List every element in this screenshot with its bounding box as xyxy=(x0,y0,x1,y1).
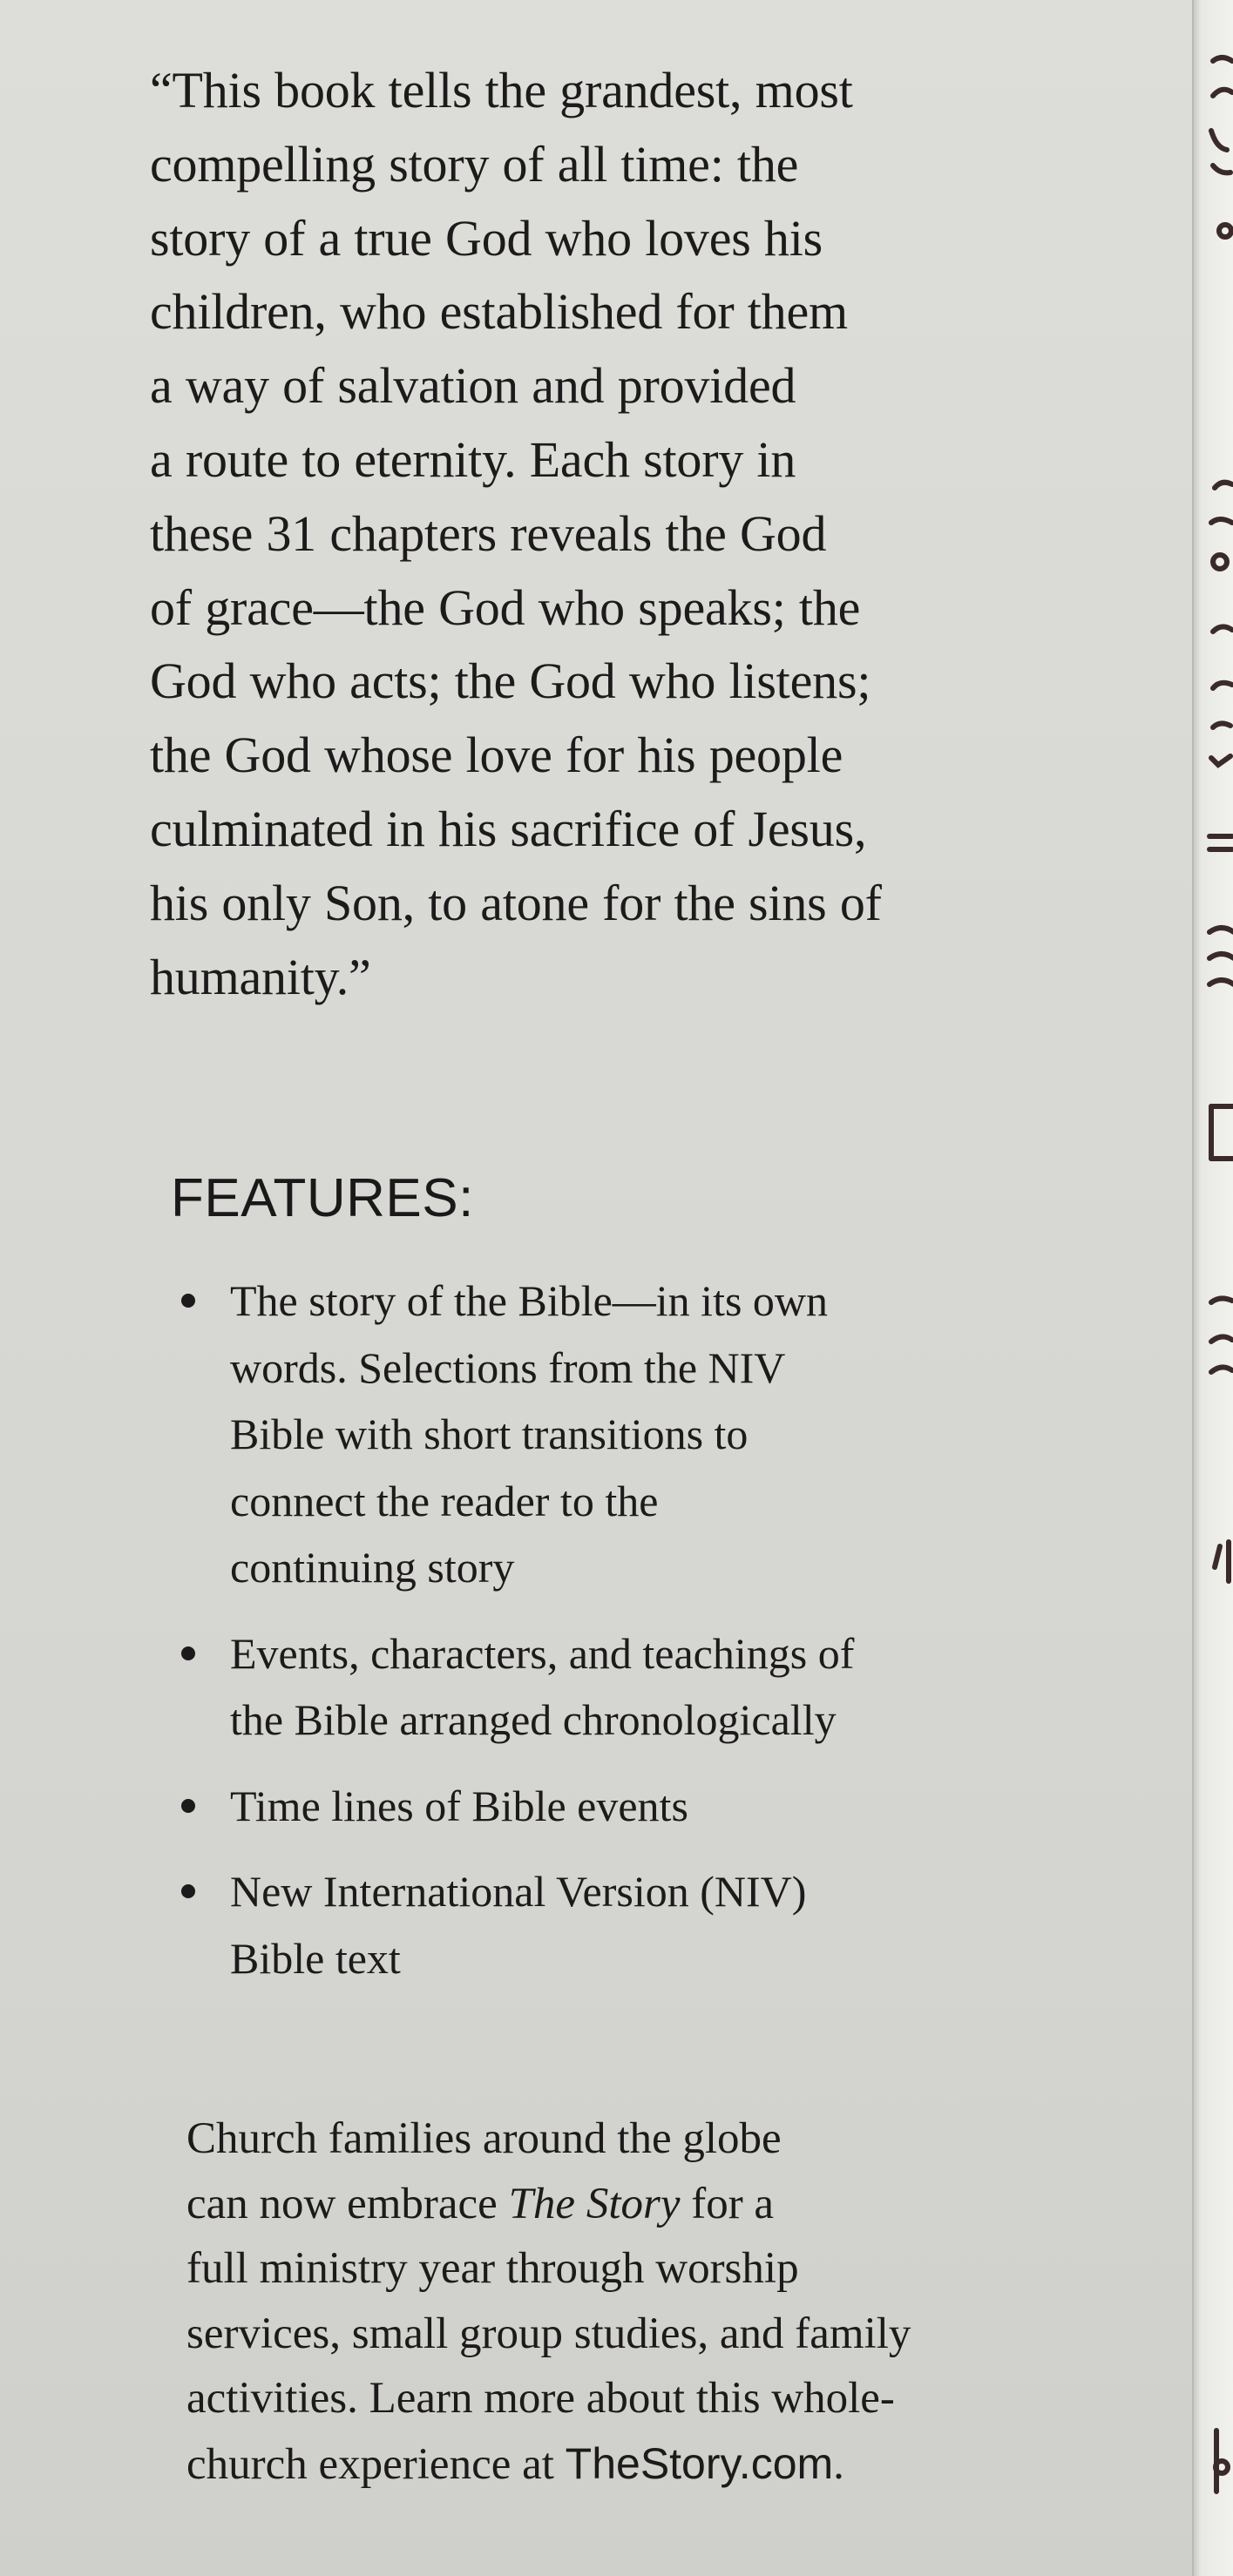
bullet-icon xyxy=(181,1646,195,1660)
quote-line: the God whose love for his people xyxy=(150,727,843,784)
feature-item xyxy=(171,1268,1042,1601)
quote-line: God who acts; the God who listens; xyxy=(150,652,871,710)
feature-line: Time lines of Bible events xyxy=(230,1781,688,1830)
quote-line: these 31 chapters reveals the God xyxy=(150,504,827,562)
closing-text: for a xyxy=(680,2179,775,2228)
quote-line: humanity.” xyxy=(150,948,371,1005)
endorsement-quote xyxy=(150,54,1021,1014)
closing-line xyxy=(186,2172,1058,2237)
closing-line: services, small group studies, and family xyxy=(186,2309,911,2358)
quote-line: his only Son, to atone for the sins of xyxy=(150,874,882,931)
closing-line: activities. Learn more about this whole- xyxy=(186,2374,895,2423)
closing-text: . xyxy=(833,2439,844,2489)
feature-item xyxy=(171,1858,1042,1991)
quote-line: “This book tells the grandest, most xyxy=(150,62,853,118)
quote-line: of grace—the God who speaks; the xyxy=(150,578,861,636)
quote-line: compelling story of all time: the xyxy=(150,135,799,193)
website-link[interactable]: TheStory.com xyxy=(565,2438,834,2488)
feature-line: The story of the Bible—in its own xyxy=(230,1276,829,1325)
closing-text: can now embrace xyxy=(186,2179,509,2228)
feature-line: Events, characters, and teachings of xyxy=(230,1628,855,1678)
quote-line: a route to eternity. Each story in xyxy=(150,430,796,488)
bullet-icon xyxy=(181,1799,195,1813)
features-list xyxy=(171,1268,1042,2011)
bullet-icon xyxy=(181,1884,195,1898)
feature-line: continuing story xyxy=(230,1543,515,1592)
feature-item xyxy=(171,1773,1042,1840)
closing-line: Church families around the globe xyxy=(186,2114,782,2163)
closing-paragraph xyxy=(186,2106,1058,2497)
closing-text: church experience at xyxy=(186,2439,566,2489)
feature-line: New International Version (NIV) xyxy=(230,1867,807,1916)
features-heading: FEATURES: xyxy=(171,1168,474,1228)
book-spine xyxy=(1192,0,1233,2576)
closing-line: full ministry year through worship xyxy=(186,2244,799,2293)
feature-line: words. Selections from the NIV xyxy=(230,1342,786,1392)
feature-line: Bible text xyxy=(230,1933,401,1983)
spine-lettering-fragments xyxy=(1194,0,1233,2576)
quote-line: children, who established for them xyxy=(150,283,848,341)
feature-item xyxy=(171,1620,1042,1754)
book-title: The Story xyxy=(508,2179,681,2228)
feature-line: Bible with short transitions to xyxy=(230,1410,749,1458)
quote-line: a way of salvation and provided xyxy=(150,357,796,415)
quote-line: story of a true God who loves his xyxy=(150,209,823,267)
bullet-icon xyxy=(181,1294,195,1308)
feature-line: connect the reader to the xyxy=(230,1476,659,1525)
quote-line: culminated in his sacrifice of Jesus, xyxy=(150,800,867,857)
feature-line: the Bible arranged chronologically xyxy=(230,1695,837,1744)
closing-line xyxy=(186,2431,1058,2498)
